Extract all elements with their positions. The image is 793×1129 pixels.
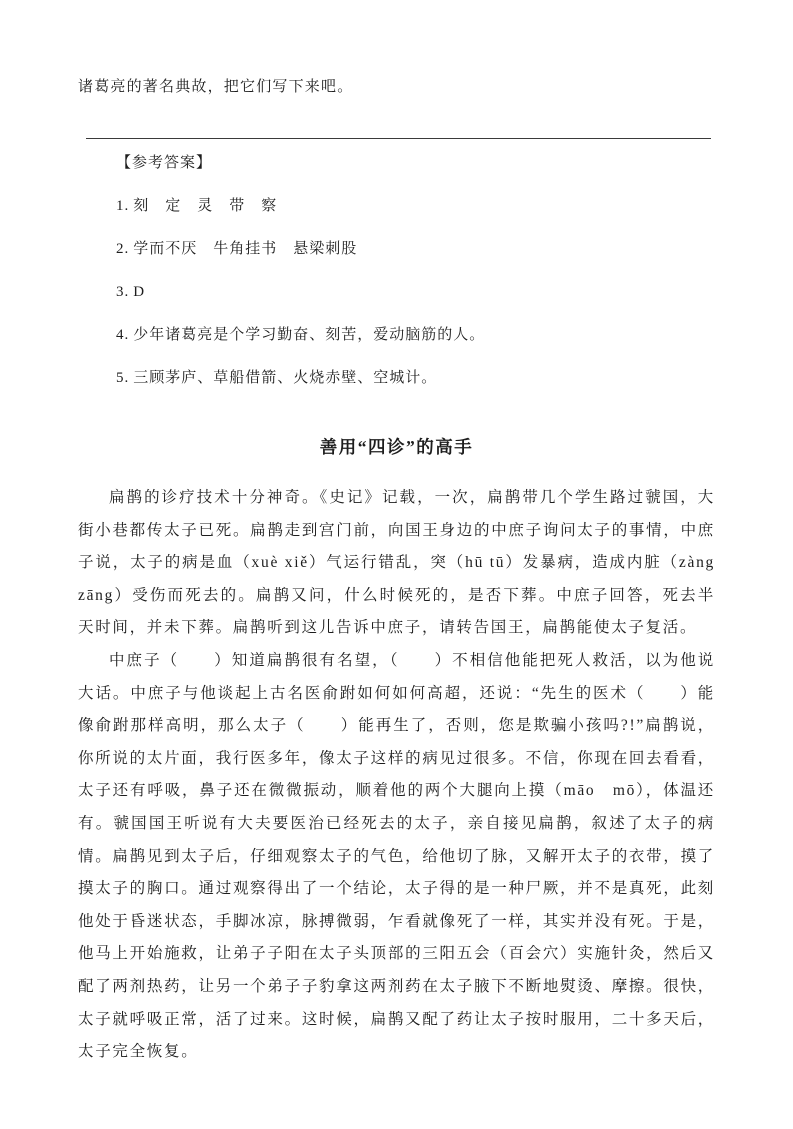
- answer-key-section: [78, 153, 715, 388]
- answer-item-1: [116, 196, 715, 216]
- answer-item-3-text: D: [133, 284, 146, 300]
- answer-key-header: 【参考答案】: [116, 155, 213, 171]
- question-tail-text: 诸葛亮的著名典故，把它们写下来吧。: [78, 79, 354, 95]
- answer-item-4-text: 少年诸葛亮是个学习勤奋、刻苦，爱动脑筋的人。: [133, 327, 486, 343]
- answer-item-3-number: 3.: [116, 284, 130, 300]
- answer-item-3: [116, 282, 715, 302]
- answer-item-5-text: 三顾茅庐、草船借箭、火烧赤壁、空城计。: [133, 370, 438, 386]
- answer-item-2-number: 2.: [116, 241, 130, 257]
- answer-item-2-text: 学而不厌 牛角挂书 悬梁刺股: [133, 241, 358, 257]
- answer-item-5-number: 5.: [116, 370, 130, 386]
- answer-item-1-text: 刻 定 灵 带 察: [133, 198, 278, 214]
- article-title: 善用“四诊”的高手: [319, 437, 474, 457]
- answer-item-5: [116, 368, 715, 388]
- article-body: [78, 482, 715, 1069]
- answer-item-4-number: 4.: [116, 327, 130, 343]
- section-divider: [86, 138, 711, 139]
- answer-item-1-number: 1.: [116, 198, 130, 214]
- article-paragraph-1: 扁鹊的诊疗技术十分神奇。《史记》记载，一次，扁鹊带几个学生路过虢国，大街小巷都传太子已死。扁鹊走到宫门前，向国王身边的中庶子询问太子的事情，中庶子说，太子的病是血（xuè xiě）气运行错乱，突（hū tū）发暴病，造成内脏（zàng zāng）受伤而死去的。扁鹊又问，什么时候死的，是否下葬。中庶子回答，死去半天时间，并未下葬。扁鹊听到这儿告诉中庶子，请转告国王，扁鹊能使太子复活。: [78, 489, 715, 637]
- answer-item-2: [116, 239, 715, 259]
- article-paragraph-2: 中庶子（ ）知道扁鹊很有名望，（ ）不相信他能把死人救活，以为他说大话。中庶子与他谈起上古名医俞跗如何如何高超，还说：“先生的医术（ ）能像俞跗那样高明，那么太子（ ）能再生了，否则，您是欺骗小孩吗?!”扁鹊说，你所说的太片面，我行医多年，像太子这样的病见过很多。不信，你现在回去看看，太子还有呼吸，鼻子还在微微振动，顺着他的两个大腿向上摸（māo mō），体温还有。虢国国王听说有大夫要医治已经死去的太子，亲自接见扁鹊，叙述了太子的病情。扁鹊见到太子后，仔细观察太子的气色，给他切了脉，又解开太子的衣带，摸了摸太子的胸口。通过观察得出了一个结论，太子得的是一种尸厥，并不是真死，此刻他处于昏迷状态，手脚冰凉，脉搏微弱，乍看就像死了一样，其实并没有死。于是，他马上开始施救，让弟子子阳在太子头顶部的三阳五会（百会穴）实施针灸，然后又配了两剂热药，让另一个弟子子豹拿这两剂药在太子腋下不断地熨烫、摩擦。很快，太子就呼吸正常，活了过来。这时候，扁鹊又配了药让太子按时服用，二十多天后，太子完全恢复。: [78, 651, 715, 1061]
- answer-item-4: [116, 325, 715, 345]
